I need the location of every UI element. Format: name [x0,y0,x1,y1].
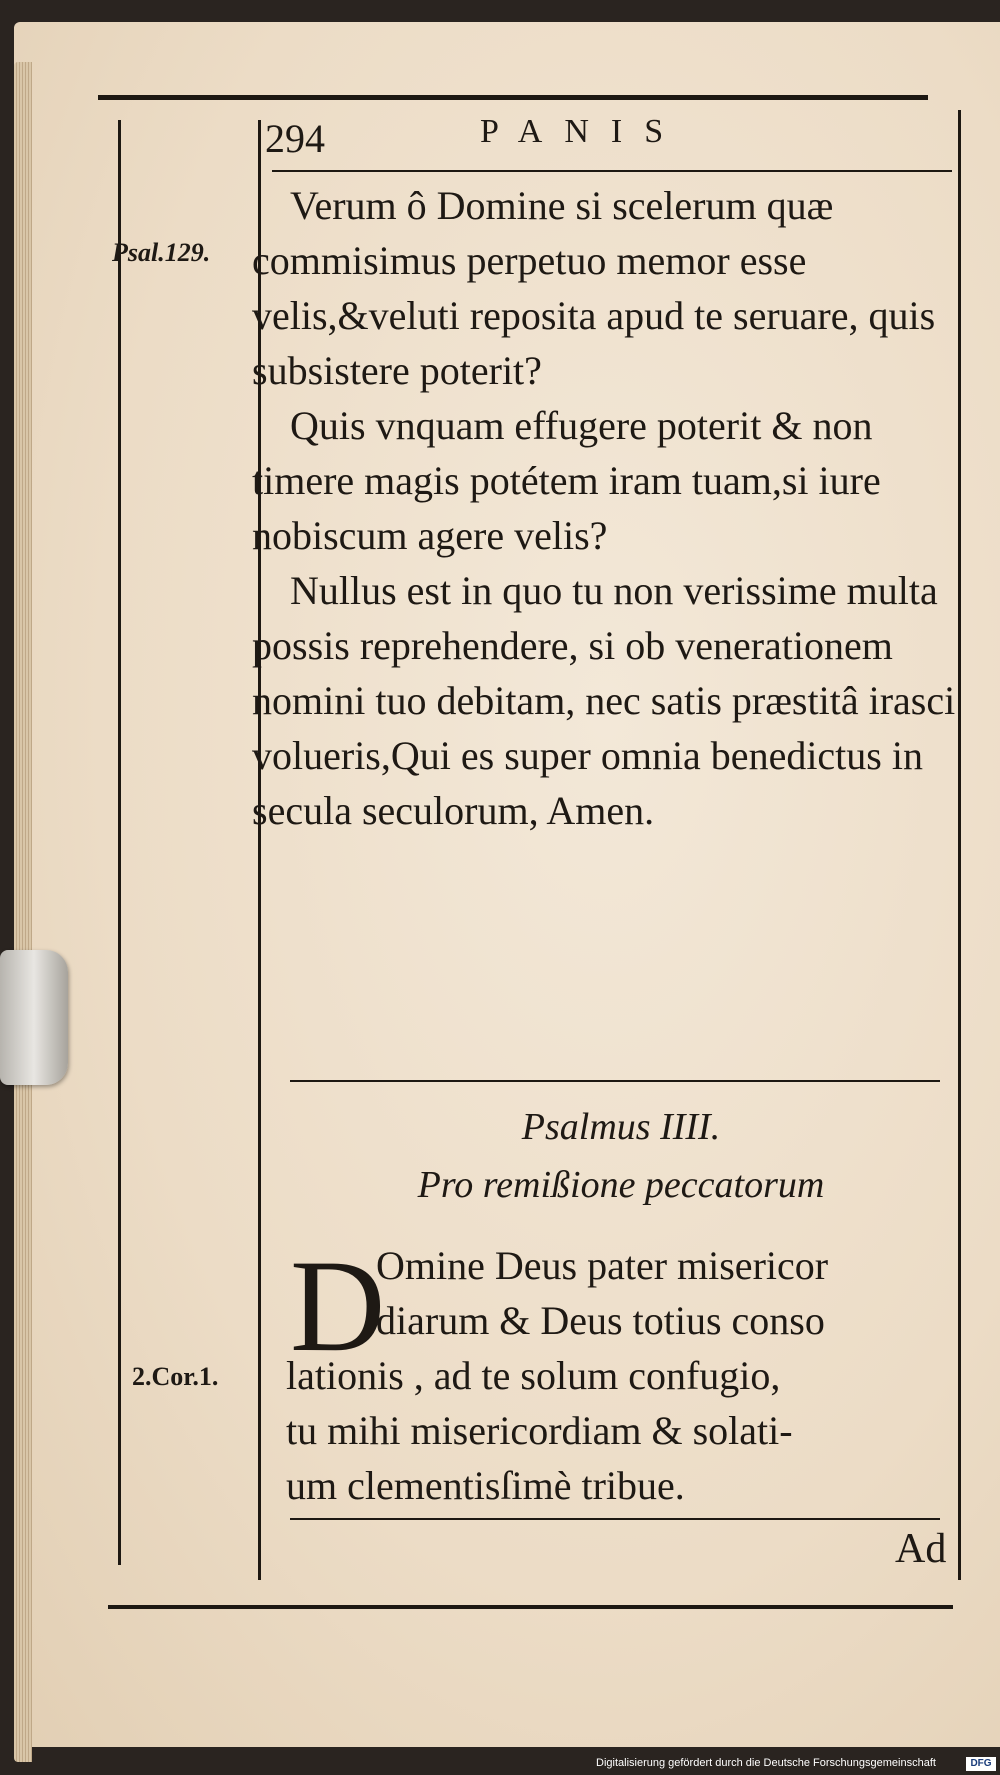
right-rule [958,110,961,1580]
bottom-rule [108,1605,953,1609]
prayer-line: lationis , ad te solum confugio, [286,1353,781,1398]
drop-cap: D [290,1232,386,1379]
margin-note-corinthians: 2.Cor.1. [132,1362,219,1391]
catchword: Ad [895,1526,947,1572]
prayer-line: um clementisſimè tribue. [286,1463,685,1508]
header-underline [272,170,952,172]
main-text [252,178,956,838]
paragraph: Nullus est in quo tu non verissime multa possis reprehendere, si ob venerationem nomini tuo debitam, nec satis præstitâ irasci volueris,Qui es super omnia benedictus in secula seculorum, Amen. [252,568,956,833]
running-title: PANIS [480,113,686,150]
section-divider [290,1080,940,1082]
margin-note-psalm: Psal.129. [112,238,211,267]
prayer-text [286,1232,956,1513]
metal-clasp [0,950,68,1085]
digitization-credit: Digitalisierung gefördert durch die Deutsche Forschungsgemeinschaft [596,1757,936,1769]
prayer-line: tu mihi misericordiam & solati- [286,1408,793,1453]
left-rule [118,120,121,1565]
page-number: 294 [265,116,325,161]
dfg-logo: DFG [966,1757,996,1771]
top-rule [98,95,928,100]
page-edge [14,62,32,1762]
prayer-line: diarum & Deus totius conso [376,1298,825,1343]
paragraph: Verum ô Domine si scelerum quæ commisimus perpetuo memor esse velis,&veluti reposita apud te seruare, quis subsistere poterit? [252,183,936,393]
paragraph: Quis vnquam effugere poterit & non timere magis potétem iram tuam,si iure nobiscum agere velis? [252,403,881,558]
psalm-subtitle: Pro remißione peccatorum [417,1164,825,1206]
prayer-divider [290,1518,940,1520]
prayer-line: Omine Deus pater misericor [376,1243,829,1288]
psalm-title: Psalmus IIII. [521,1106,721,1148]
